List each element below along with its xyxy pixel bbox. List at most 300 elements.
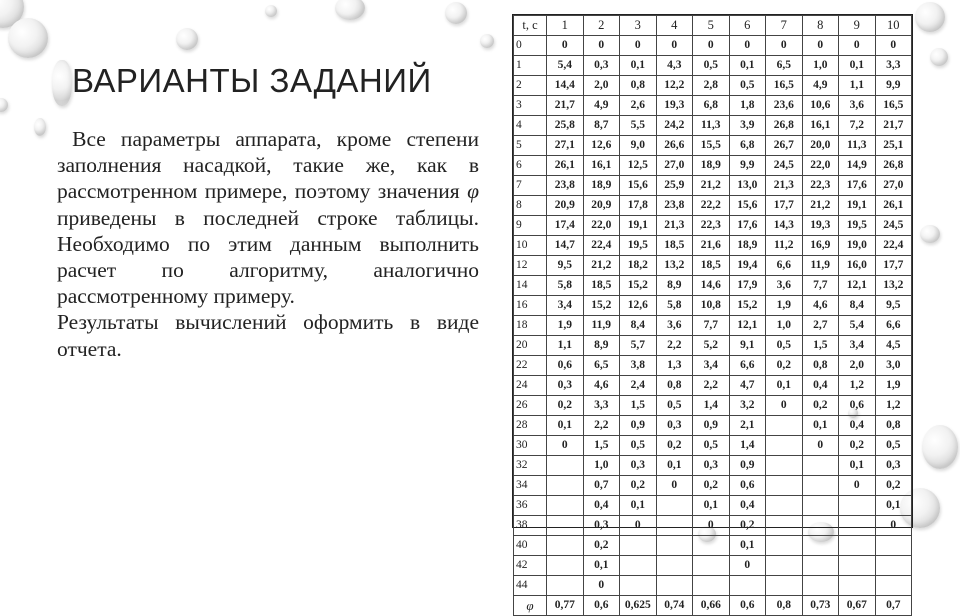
value-cell: 25,1 — [875, 136, 912, 156]
value-cell: 9,5 — [875, 296, 912, 316]
water-drop-decoration — [445, 2, 467, 24]
value-cell: 0,3 — [693, 456, 730, 476]
value-cell — [839, 576, 876, 596]
value-cell: 14,7 — [547, 236, 584, 256]
value-cell: 19,3 — [656, 96, 693, 116]
value-cell: 0,1 — [839, 56, 876, 76]
value-cell: 8,4 — [839, 296, 876, 316]
value-cell: 15,2 — [583, 296, 620, 316]
value-cell — [766, 516, 803, 536]
value-cell: 18,9 — [693, 156, 730, 176]
value-cell: 14,6 — [693, 276, 730, 296]
value-cell: 19,0 — [839, 236, 876, 256]
value-cell: 0,3 — [547, 376, 584, 396]
value-cell: 22,3 — [693, 216, 730, 236]
time-cell: 4 — [514, 116, 547, 136]
value-cell: 0,3 — [583, 516, 620, 536]
value-cell: 22,0 — [583, 216, 620, 236]
table-row — [514, 296, 912, 316]
value-cell: 0 — [729, 556, 766, 576]
value-cell: 0,2 — [766, 356, 803, 376]
value-cell: 0,8 — [620, 76, 657, 96]
value-cell: 0,9 — [620, 416, 657, 436]
value-cell: 0 — [547, 436, 584, 456]
time-cell: 36 — [514, 496, 547, 516]
value-cell: 2,1 — [729, 416, 766, 436]
value-cell: 0 — [620, 516, 657, 536]
value-cell — [656, 556, 693, 576]
phi-value-cell: 0,67 — [839, 596, 876, 616]
time-cell: 8 — [514, 196, 547, 216]
value-cell: 21,7 — [547, 96, 584, 116]
water-drop-decoration — [34, 118, 46, 136]
variant-header: 9 — [839, 16, 876, 36]
water-drop-decoration — [0, 98, 8, 112]
time-cell: 28 — [514, 416, 547, 436]
value-cell: 16,1 — [583, 156, 620, 176]
value-cell: 7,7 — [693, 316, 730, 336]
value-cell: 5,4 — [839, 316, 876, 336]
value-cell: 15,2 — [620, 276, 657, 296]
value-cell: 14,3 — [766, 216, 803, 236]
value-cell: 4,3 — [656, 56, 693, 76]
value-cell: 12,5 — [620, 156, 657, 176]
value-cell: 22,3 — [802, 176, 839, 196]
value-cell: 17,6 — [839, 176, 876, 196]
table-row — [514, 216, 912, 236]
value-cell: 0,5 — [693, 56, 730, 76]
value-cell — [693, 576, 730, 596]
value-cell — [839, 516, 876, 536]
value-cell — [547, 536, 584, 556]
value-cell: 19,5 — [620, 236, 657, 256]
slide-title: ВАРИАНТЫ ЗАДАНИЙ — [72, 62, 432, 99]
value-cell: 9,5 — [547, 256, 584, 276]
value-cell: 0,8 — [875, 416, 912, 436]
value-cell: 12,6 — [620, 296, 657, 316]
table-row — [514, 516, 912, 536]
value-cell: 23,8 — [547, 176, 584, 196]
value-cell: 0,7 — [583, 476, 620, 496]
value-cell: 2,0 — [839, 356, 876, 376]
value-cell: 17,7 — [875, 256, 912, 276]
phi-value-cell: 0,66 — [693, 596, 730, 616]
value-cell: 20,9 — [547, 196, 584, 216]
value-cell: 18,9 — [583, 176, 620, 196]
value-cell: 0,1 — [620, 56, 657, 76]
value-cell — [766, 456, 803, 476]
value-cell: 26,7 — [766, 136, 803, 156]
value-cell: 13,2 — [875, 276, 912, 296]
value-cell: 21,2 — [583, 256, 620, 276]
value-cell: 9,1 — [729, 336, 766, 356]
value-cell: 4,5 — [875, 336, 912, 356]
water-drop-decoration — [480, 34, 494, 48]
value-cell: 22,4 — [875, 236, 912, 256]
value-cell: 1,1 — [547, 336, 584, 356]
value-cell: 6,6 — [875, 316, 912, 336]
variant-header: 8 — [802, 16, 839, 36]
value-cell: 0,1 — [766, 376, 803, 396]
value-cell: 0,8 — [802, 356, 839, 376]
value-cell: 18,9 — [729, 236, 766, 256]
value-cell — [839, 556, 876, 576]
time-cell: 3 — [514, 96, 547, 116]
value-cell — [620, 556, 657, 576]
value-cell — [547, 576, 584, 596]
slide-body-text — [57, 126, 479, 362]
value-cell: 10,8 — [693, 296, 730, 316]
value-cell: 0,6 — [547, 356, 584, 376]
value-cell: 12,2 — [656, 76, 693, 96]
value-cell: 16,0 — [839, 256, 876, 276]
table-row — [514, 56, 912, 76]
value-cell: 0,2 — [583, 536, 620, 556]
value-cell: 27,0 — [656, 156, 693, 176]
value-cell: 1,3 — [656, 356, 693, 376]
value-cell: 0,4 — [729, 496, 766, 516]
phi-label-cell: φ — [514, 596, 547, 616]
value-cell: 12,1 — [729, 316, 766, 336]
value-cell — [766, 536, 803, 556]
value-cell — [802, 456, 839, 476]
value-cell: 0 — [693, 36, 730, 56]
value-cell: 22,2 — [693, 196, 730, 216]
value-cell: 0 — [583, 36, 620, 56]
value-cell: 0 — [766, 36, 803, 56]
value-cell: 0 — [875, 36, 912, 56]
value-cell — [839, 536, 876, 556]
value-cell — [802, 476, 839, 496]
time-cell: 16 — [514, 296, 547, 316]
value-cell: 26,1 — [547, 156, 584, 176]
time-cell: 12 — [514, 256, 547, 276]
value-cell: 0,2 — [547, 396, 584, 416]
value-cell: 0,1 — [729, 536, 766, 556]
value-cell: 14,9 — [839, 156, 876, 176]
table-row — [514, 416, 912, 436]
value-cell: 13,2 — [656, 256, 693, 276]
value-cell: 22,4 — [583, 236, 620, 256]
value-cell: 4,6 — [583, 376, 620, 396]
value-cell: 0,5 — [729, 76, 766, 96]
value-cell — [547, 456, 584, 476]
value-cell: 11,3 — [839, 136, 876, 156]
value-cell — [547, 496, 584, 516]
value-cell: 1,2 — [875, 396, 912, 416]
value-cell: 0,4 — [583, 496, 620, 516]
value-cell: 1,8 — [729, 96, 766, 116]
water-drop-decoration — [930, 48, 948, 66]
table-row — [514, 556, 912, 576]
value-cell: 3,6 — [656, 316, 693, 336]
value-cell — [656, 496, 693, 516]
value-cell: 0,3 — [656, 416, 693, 436]
value-cell: 18,5 — [656, 236, 693, 256]
table-header-row — [514, 16, 912, 36]
value-cell: 19,1 — [620, 216, 657, 236]
value-cell: 0,3 — [875, 456, 912, 476]
value-cell: 1,9 — [547, 316, 584, 336]
table-row — [514, 396, 912, 416]
table-row — [514, 196, 912, 216]
table-row — [514, 536, 912, 556]
phi-symbol: φ — [467, 179, 479, 204]
value-cell: 19,1 — [839, 196, 876, 216]
value-cell — [766, 416, 803, 436]
value-cell: 1,9 — [875, 376, 912, 396]
value-cell: 17,7 — [766, 196, 803, 216]
value-cell: 16,5 — [875, 96, 912, 116]
value-cell: 5,4 — [547, 56, 584, 76]
value-cell: 8,4 — [620, 316, 657, 336]
value-cell: 15,6 — [729, 196, 766, 216]
value-cell: 3,3 — [583, 396, 620, 416]
table-row — [514, 476, 912, 496]
value-cell — [766, 476, 803, 496]
value-cell: 17,9 — [729, 276, 766, 296]
value-cell: 6,5 — [583, 356, 620, 376]
table-row — [514, 356, 912, 376]
table-row — [514, 436, 912, 456]
value-cell: 24,5 — [766, 156, 803, 176]
water-drop-decoration — [922, 425, 958, 469]
value-cell: 0,5 — [875, 436, 912, 456]
table-row — [514, 496, 912, 516]
value-cell — [766, 436, 803, 456]
time-cell: 9 — [514, 216, 547, 236]
value-cell: 9,9 — [729, 156, 766, 176]
value-cell: 0,1 — [620, 496, 657, 516]
value-cell: 1,9 — [766, 296, 803, 316]
value-cell — [766, 496, 803, 516]
value-cell: 25,8 — [547, 116, 584, 136]
variants-table — [512, 14, 913, 613]
phi-value-cell: 0,7 — [875, 596, 912, 616]
value-cell: 13,0 — [729, 176, 766, 196]
value-cell: 21,2 — [802, 196, 839, 216]
value-cell: 4,9 — [802, 76, 839, 96]
value-cell: 2,2 — [693, 376, 730, 396]
value-cell: 15,5 — [693, 136, 730, 156]
value-cell: 19,4 — [729, 256, 766, 276]
value-cell: 0 — [802, 436, 839, 456]
value-cell: 1,4 — [729, 436, 766, 456]
value-cell: 20,0 — [802, 136, 839, 156]
value-cell: 5,8 — [547, 276, 584, 296]
table-row — [514, 376, 912, 396]
table-row — [514, 96, 912, 116]
time-cell: 42 — [514, 556, 547, 576]
time-cell: 5 — [514, 136, 547, 156]
variant-header: 3 — [620, 16, 657, 36]
value-cell: 0 — [547, 36, 584, 56]
value-cell: 3,0 — [875, 356, 912, 376]
value-cell — [839, 496, 876, 516]
value-cell: 3,6 — [766, 276, 803, 296]
value-cell: 26,1 — [875, 196, 912, 216]
value-cell: 2,2 — [583, 416, 620, 436]
time-cell: 22 — [514, 356, 547, 376]
value-cell: 23,8 — [656, 196, 693, 216]
value-cell: 1,5 — [620, 396, 657, 416]
table-row — [514, 136, 912, 156]
value-cell — [656, 576, 693, 596]
value-cell: 19,3 — [802, 216, 839, 236]
value-cell: 2,0 — [583, 76, 620, 96]
time-cell: 40 — [514, 536, 547, 556]
value-cell — [875, 536, 912, 556]
value-cell: 19,5 — [839, 216, 876, 236]
time-cell: 30 — [514, 436, 547, 456]
value-cell: 0,1 — [802, 416, 839, 436]
value-cell — [802, 576, 839, 596]
value-cell: 26,8 — [875, 156, 912, 176]
text-before-phi: Все параметры аппарата, кроме степени заполнения насадкой, такие же, как в рассмотренном примере, поэтому значения — [57, 127, 479, 204]
table-row — [514, 156, 912, 176]
value-cell: 1,0 — [802, 56, 839, 76]
value-cell: 0 — [802, 36, 839, 56]
table-row — [514, 36, 912, 56]
water-drop-decoration — [8, 18, 48, 58]
time-cell: 44 — [514, 576, 547, 596]
value-cell: 0,2 — [620, 476, 657, 496]
value-cell: 2,7 — [802, 316, 839, 336]
water-drop-decoration — [265, 5, 277, 17]
phi-value-cell: 0,74 — [656, 596, 693, 616]
value-cell: 1,5 — [802, 336, 839, 356]
value-cell: 2,4 — [620, 376, 657, 396]
variant-header: 6 — [729, 16, 766, 36]
value-cell: 2,8 — [693, 76, 730, 96]
value-cell — [620, 576, 657, 596]
value-cell: 9,9 — [875, 76, 912, 96]
value-cell: 11,9 — [802, 256, 839, 276]
variant-header: 2 — [583, 16, 620, 36]
value-cell: 5,8 — [656, 296, 693, 316]
value-cell: 16,9 — [802, 236, 839, 256]
table-row — [514, 576, 912, 596]
variant-header: 4 — [656, 16, 693, 36]
water-drop-decoration — [52, 60, 72, 106]
value-cell: 11,2 — [766, 236, 803, 256]
value-cell: 6,6 — [729, 356, 766, 376]
value-cell: 0 — [875, 516, 912, 536]
value-cell: 1,5 — [583, 436, 620, 456]
value-cell: 27,1 — [547, 136, 584, 156]
value-cell: 26,8 — [766, 116, 803, 136]
phi-value-cell: 0,8 — [766, 596, 803, 616]
time-cell: 26 — [514, 396, 547, 416]
value-cell: 17,8 — [620, 196, 657, 216]
time-cell: 24 — [514, 376, 547, 396]
value-cell: 18,2 — [620, 256, 657, 276]
value-cell: 5,7 — [620, 336, 657, 356]
phi-value-cell: 0,73 — [802, 596, 839, 616]
variant-header: 10 — [875, 16, 912, 36]
time-cell: 38 — [514, 516, 547, 536]
variant-header: 7 — [766, 16, 803, 36]
value-cell: 1,1 — [839, 76, 876, 96]
value-cell: 3,9 — [729, 116, 766, 136]
time-cell: 0 — [514, 36, 547, 56]
value-cell — [693, 536, 730, 556]
time-cell: 6 — [514, 156, 547, 176]
table-row — [514, 316, 912, 336]
time-cell: 10 — [514, 236, 547, 256]
value-cell: 6,8 — [693, 96, 730, 116]
value-cell: 18,5 — [583, 276, 620, 296]
value-cell: 0,4 — [802, 376, 839, 396]
value-cell: 3,2 — [729, 396, 766, 416]
value-cell: 0 — [656, 36, 693, 56]
text-after-phi: приведены в последней строке таблицы. Необходимо по этим данным выполнить расчет по алгоритму, аналогично рассмотренному примеру. — [57, 205, 479, 309]
value-cell: 7,7 — [802, 276, 839, 296]
value-cell: 8,7 — [583, 116, 620, 136]
value-cell — [875, 556, 912, 576]
value-cell: 4,9 — [583, 96, 620, 116]
value-cell: 0,2 — [875, 476, 912, 496]
value-cell: 25,9 — [656, 176, 693, 196]
value-cell: 14,4 — [547, 76, 584, 96]
value-cell: 0,1 — [583, 556, 620, 576]
water-drop-decoration — [176, 28, 198, 50]
value-cell: 3,4 — [547, 296, 584, 316]
value-cell: 0,4 — [839, 416, 876, 436]
value-cell: 0,5 — [766, 336, 803, 356]
value-cell: 26,6 — [656, 136, 693, 156]
value-cell: 0,1 — [729, 56, 766, 76]
value-cell: 21,7 — [875, 116, 912, 136]
value-cell: 3,6 — [839, 96, 876, 116]
value-cell: 1,2 — [839, 376, 876, 396]
value-cell: 11,9 — [583, 316, 620, 336]
water-drop-decoration — [920, 225, 940, 243]
value-cell: 0,1 — [839, 456, 876, 476]
value-cell: 0 — [729, 36, 766, 56]
value-cell: 0,2 — [839, 436, 876, 456]
time-cell: 14 — [514, 276, 547, 296]
value-cell: 11,3 — [693, 116, 730, 136]
value-cell: 24,5 — [875, 216, 912, 236]
value-cell: 0,9 — [693, 416, 730, 436]
value-cell: 0,1 — [693, 496, 730, 516]
value-cell — [875, 576, 912, 596]
value-cell: 2,6 — [620, 96, 657, 116]
phi-value-cell: 0,625 — [620, 596, 657, 616]
value-cell: 0,2 — [693, 476, 730, 496]
value-cell: 5,2 — [693, 336, 730, 356]
value-cell: 1,0 — [583, 456, 620, 476]
table-row — [514, 336, 912, 356]
value-cell: 0 — [656, 476, 693, 496]
value-cell — [656, 516, 693, 536]
value-cell — [766, 556, 803, 576]
time-cell: 2 — [514, 76, 547, 96]
value-cell: 0,2 — [802, 396, 839, 416]
value-cell — [693, 556, 730, 576]
value-cell: 6,5 — [766, 56, 803, 76]
value-cell — [802, 516, 839, 536]
value-cell: 0 — [766, 396, 803, 416]
value-cell: 18,5 — [693, 256, 730, 276]
value-cell: 15,2 — [729, 296, 766, 316]
value-cell — [802, 496, 839, 516]
value-cell: 17,4 — [547, 216, 584, 236]
value-cell: 0,6 — [729, 476, 766, 496]
variant-header: 5 — [693, 16, 730, 36]
phi-value-cell: 0,6 — [729, 596, 766, 616]
